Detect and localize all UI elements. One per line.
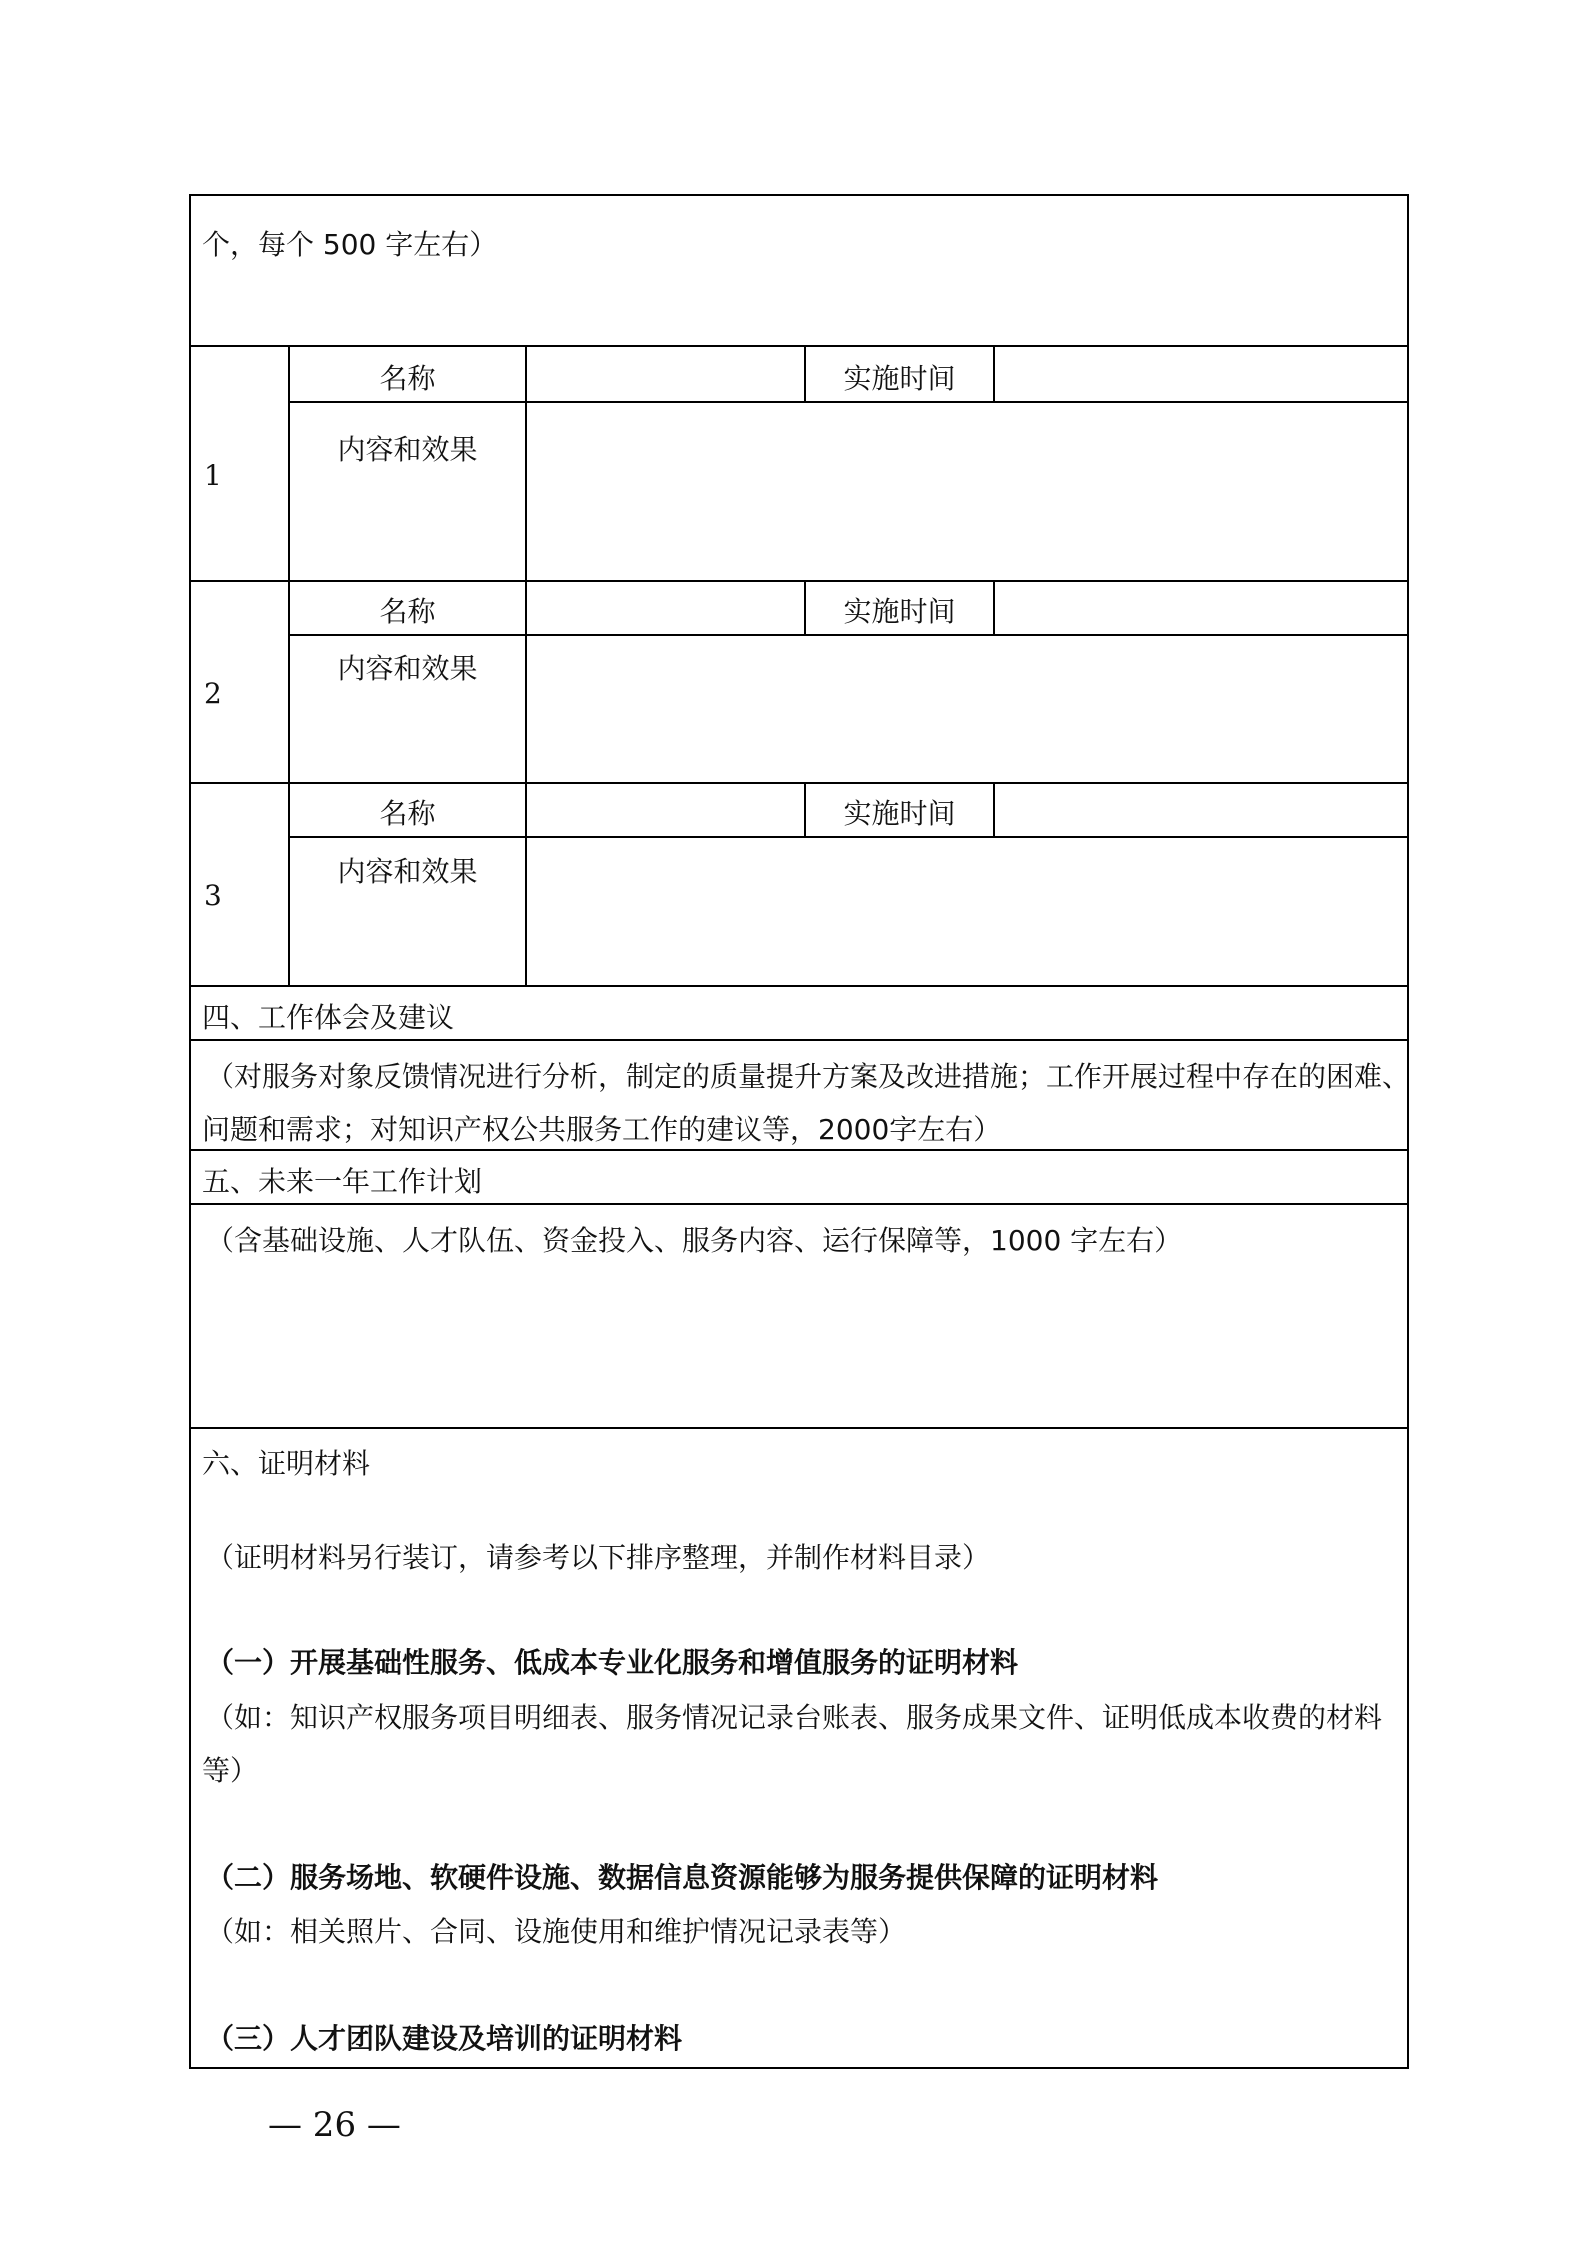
table-rule xyxy=(288,634,1409,636)
table-rule xyxy=(288,836,1409,838)
section-4-description: 问题和需求；对知识产权公共服务工作的建议等，2000字左右） xyxy=(202,1113,1002,1146)
name-label: 名称 xyxy=(379,797,436,830)
content-effect-label: 内容和效果 xyxy=(337,433,478,466)
top-row-text: 个，每个 500 字左右） xyxy=(202,228,498,261)
table-rule xyxy=(189,345,1409,347)
material-heading: （三）人才团队建设及培训的证明材料 xyxy=(206,2022,683,2055)
section-6-note: （证明材料另行装订，请参考以下排序整理，并制作材料目录） xyxy=(206,1541,991,1574)
table-rule xyxy=(189,1203,1409,1205)
material-example: （如：相关照片、合同、设施使用和维护情况记录表等） xyxy=(206,1915,907,1948)
material-example: （如：知识产权服务项目明细表、服务情况记录台账表、服务成果文件、证明低成本收费的材料 xyxy=(206,1701,1383,1734)
name-label: 名称 xyxy=(379,362,436,395)
material-heading: （一）开展基础性服务、低成本专业化服务和增值服务的证明材料 xyxy=(206,1646,1019,1679)
page-number: — 26 — xyxy=(268,2105,401,2145)
section-5-description: （含基础设施、人才队伍、资金投入、服务内容、运行保障等，1000 字左右） xyxy=(206,1224,1183,1257)
table-rule xyxy=(189,1149,1409,1151)
table-rule xyxy=(189,1427,1409,1429)
material-heading: （二）服务场地、软硬件设施、数据信息资源能够为服务提供保障的证明材料 xyxy=(206,1861,1159,1894)
name-label: 名称 xyxy=(379,595,436,628)
table-rule xyxy=(993,580,995,634)
table-rule xyxy=(993,782,995,836)
table-rule xyxy=(189,782,1409,784)
project-index: 1 xyxy=(204,459,222,492)
material-example: 等） xyxy=(202,1754,259,1787)
table-rule xyxy=(525,345,527,985)
project-index: 3 xyxy=(204,879,222,912)
content-effect-label: 内容和效果 xyxy=(337,652,478,685)
table-rule xyxy=(993,345,995,401)
section-6-title: 六、证明材料 xyxy=(202,1447,371,1480)
content-effect-label: 内容和效果 xyxy=(337,855,478,888)
table-rule xyxy=(189,580,1409,582)
implementation-time-label: 实施时间 xyxy=(843,797,956,830)
implementation-time-label: 实施时间 xyxy=(843,595,956,628)
section-5-title: 五、未来一年工作计划 xyxy=(202,1165,483,1198)
project-index: 2 xyxy=(204,677,222,710)
section-4-description: （对服务对象反馈情况进行分析，制定的质量提升方案及改进措施；工作开展过程中存在的困难、 xyxy=(206,1060,1411,1093)
table-rule xyxy=(189,1039,1409,1041)
table-rule xyxy=(189,985,1409,987)
table-rule xyxy=(288,401,1409,403)
implementation-time-label: 实施时间 xyxy=(843,362,956,395)
section-4-title: 四、工作体会及建议 xyxy=(202,1001,455,1034)
